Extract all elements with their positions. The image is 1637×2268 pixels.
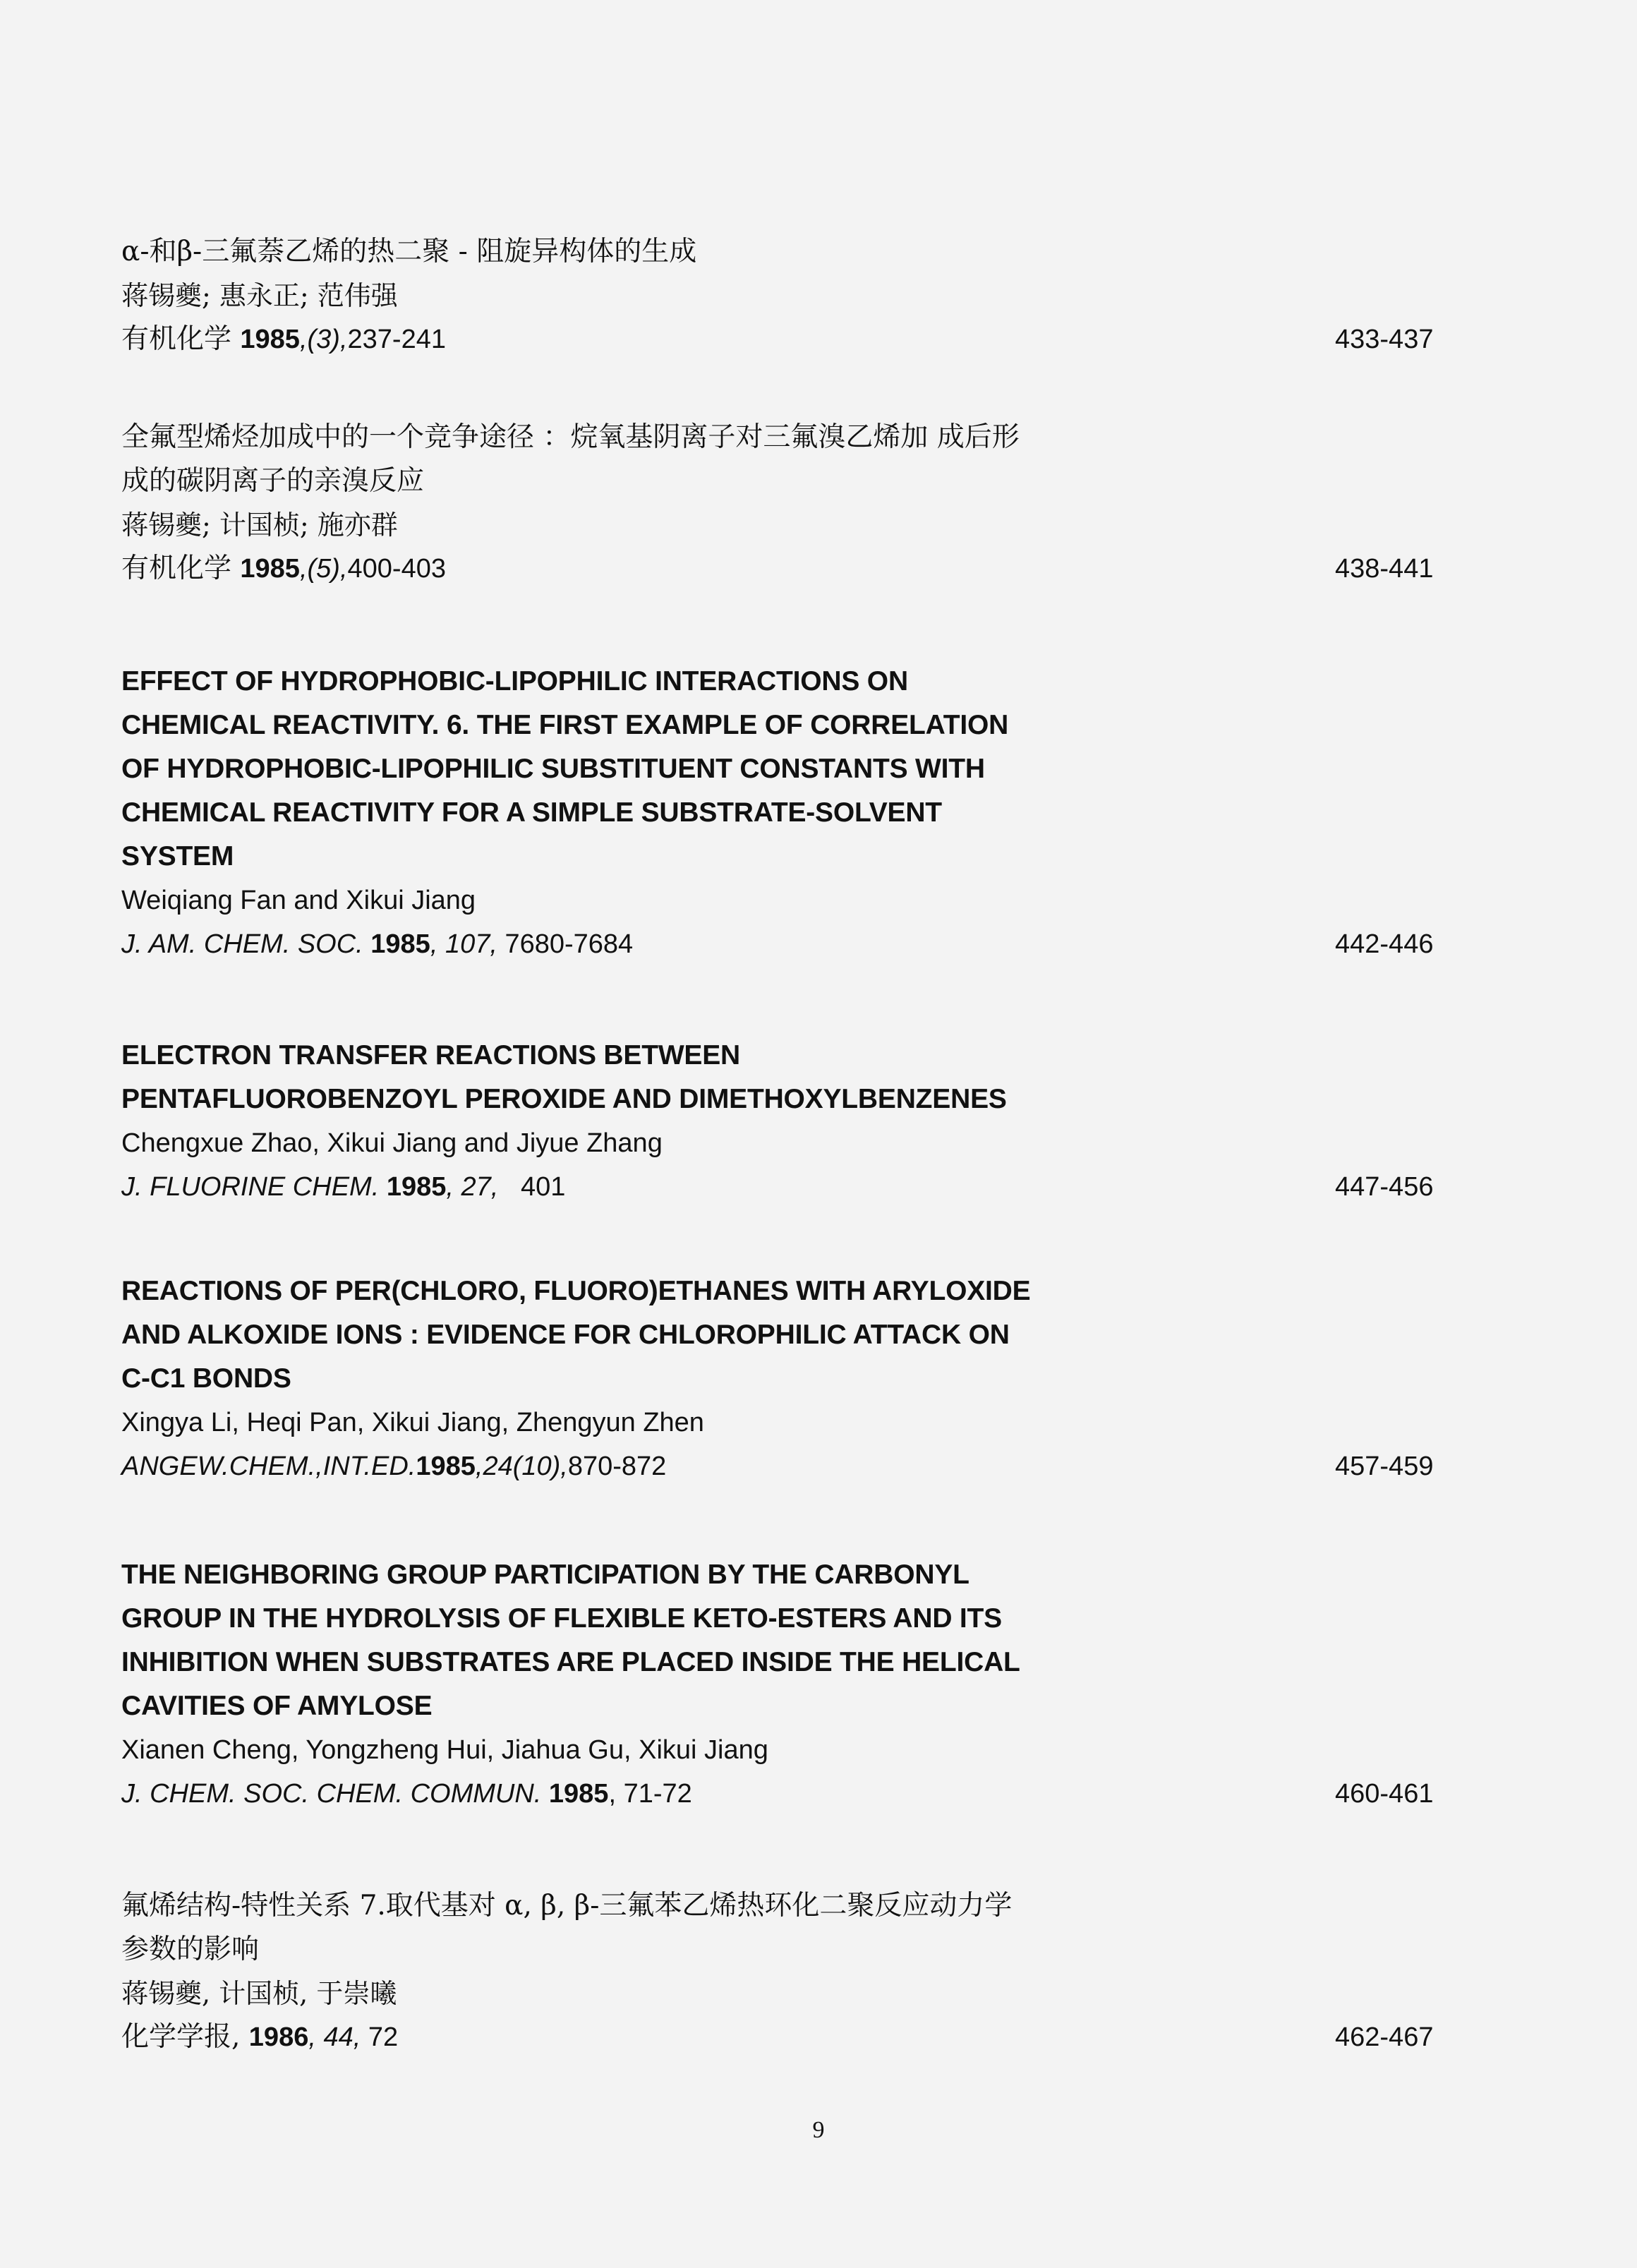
citation-pages: 72 <box>368 2022 399 2052</box>
entry-title-line: OF HYDROPHOBIC-LIPOPHILIC SUBSTITUENT CONSTANTS WITH <box>121 754 985 784</box>
citation-pages: 71-72 <box>623 1779 692 1809</box>
citation-year: 1986 <box>248 2022 309 2052</box>
entry-authors: Xianen Cheng, Yongzheng Hui, Jiahua Gu, Xikui Jiang <box>121 1735 768 1765</box>
journal-name: J. AM. CHEM. SOC. <box>121 929 371 959</box>
citation-pages: 401 <box>505 1172 566 1202</box>
citation-volume: , 44, <box>308 2022 368 2052</box>
citation-pages: 400-403 <box>347 554 446 584</box>
record-pages: 447-456 <box>1335 1172 1434 1202</box>
entry-title-line: C-C1 BONDS <box>121 1363 291 1394</box>
bibliography-entry <box>121 660 1462 966</box>
entry-title-line: PENTAFLUOROBENZOYL PEROXIDE AND DIMETHOXYLBENZENES <box>121 1084 1007 1114</box>
entry-authors: 蒋锡夔; 计国桢; 施亦群 <box>121 509 398 541</box>
journal-name: J. CHEM. SOC. CHEM. COMMUN. <box>121 1779 549 1809</box>
citation-volume: , 107, <box>430 929 505 959</box>
bibliography-entry <box>121 416 1462 591</box>
record-pages: 442-446 <box>1335 929 1434 959</box>
entry-citation <box>121 1444 1462 1488</box>
entry-authors: Weiqiang Fan and Xikui Jiang <box>121 886 476 915</box>
bibliography-entry <box>121 1884 1462 2059</box>
citation-pages: 870-872 <box>567 1452 667 1481</box>
citation-year: 1985 <box>386 1172 447 1202</box>
citation-year: 1985 <box>240 325 300 354</box>
citation-volume: ,(5), <box>299 554 348 584</box>
entry-title-line: CHEMICAL REACTIVITY FOR A SIMPLE SUBSTRATE-SOLVENT <box>121 797 942 828</box>
entry-title-line: 成的碳阴离子的亲溴反应 <box>121 465 425 497</box>
journal-name: 化学学报, <box>121 2021 249 2053</box>
citation-year: 1985 <box>548 1779 609 1809</box>
entry-authors: 蒋锡夔; 惠永正; 范伟强 <box>121 280 398 311</box>
citation-year: 1985 <box>240 554 300 584</box>
entry-title-line: 参数的影响 <box>121 1934 260 1965</box>
citation-volume: , <box>608 1779 624 1809</box>
entry-citation <box>121 1772 1462 1816</box>
bibliography-entry <box>121 1034 1462 1209</box>
entry-citation <box>121 2015 1462 2059</box>
entry-citation <box>121 922 1462 966</box>
entry-authors: 蒋锡夔, 计国桢, 于崇曦 <box>121 1978 397 2009</box>
citation-year: 1985 <box>370 929 430 959</box>
bibliography-entry <box>121 1553 1462 1816</box>
entry-authors: Xingya Li, Heqi Pan, Xikui Jiang, Zhengyun Zhen <box>121 1408 704 1437</box>
entry-title-line: CAVITIES OF AMYLOSE <box>121 1691 433 1721</box>
entry-citation <box>121 1165 1462 1209</box>
citation-volume: ,(3), <box>299 325 348 354</box>
entry-title-line: GROUP IN THE HYDROLYSIS OF FLEXIBLE KETO-ESTERS AND ITS <box>121 1603 1002 1634</box>
record-pages: 460-461 <box>1335 1779 1434 1809</box>
entry-title-line: α-和β-三氟萘乙烯的热二聚 - 阻旋异构体的生成 <box>121 236 697 267</box>
citation-volume: , 27, <box>446 1172 506 1202</box>
entry-title-line: AND ALKOXIDE IONS : EVIDENCE FOR CHLOROPHILIC ATTACK ON <box>121 1320 1010 1350</box>
entry-title-line: CHEMICAL REACTIVITY. 6. THE FIRST EXAMPLE OF CORRELATION <box>121 710 1009 740</box>
entry-authors: Chengxue Zhao, Xikui Jiang and Jiyue Zhang <box>121 1128 663 1158</box>
record-pages: 438-441 <box>1335 554 1434 584</box>
entry-title-line: 全氟型烯烃加成中的一个竞争途径 ：烷氧基阴离子对三氟溴乙烯加 成后形 <box>121 421 1020 453</box>
entry-title-line: EFFECT OF HYDROPHOBIC-LIPOPHILIC INTERACTIONS ON <box>121 666 908 696</box>
entry-title-line: THE NEIGHBORING GROUP PARTICIPATION BY THE CARBONYL <box>121 1560 969 1590</box>
entry-title-line: 氟烯结构-特性关系 7.取代基对 α, β, β-三氟苯乙烯热环化二聚反应动力学 <box>121 1890 1013 1922</box>
record-pages: 457-459 <box>1335 1452 1434 1481</box>
citation-pages: 7680-7684 <box>505 929 634 959</box>
entry-citation <box>121 318 1462 361</box>
entry-title-line: REACTIONS OF PER(CHLORO, FLUORO)ETHANES WITH ARYLOXIDE <box>121 1276 1031 1306</box>
entry-citation <box>121 547 1462 591</box>
citation-pages: 237-241 <box>347 325 446 354</box>
journal-name: 有机化学 <box>121 323 241 355</box>
citation-volume: ,24(10), <box>475 1452 568 1481</box>
page-number: 9 <box>812 2117 825 2143</box>
journal-name: J. FLUORINE CHEM. <box>121 1172 387 1202</box>
record-pages: 433-437 <box>1335 325 1434 354</box>
journal-name: 有机化学 <box>121 553 241 584</box>
record-pages: 462-467 <box>1335 2022 1434 2052</box>
bibliography-entry <box>121 230 1462 361</box>
journal-name: ANGEW.CHEM.,INT.ED. <box>121 1452 416 1481</box>
bibliography-entry <box>121 1269 1462 1488</box>
entry-title-line: SYSTEM <box>121 841 234 871</box>
citation-year: 1985 <box>416 1452 476 1481</box>
entry-title-line: INHIBITION WHEN SUBSTRATES ARE PLACED INSIDE THE HELICAL <box>121 1647 1020 1677</box>
entry-title-line: ELECTRON TRANSFER REACTIONS BETWEEN <box>121 1040 741 1070</box>
